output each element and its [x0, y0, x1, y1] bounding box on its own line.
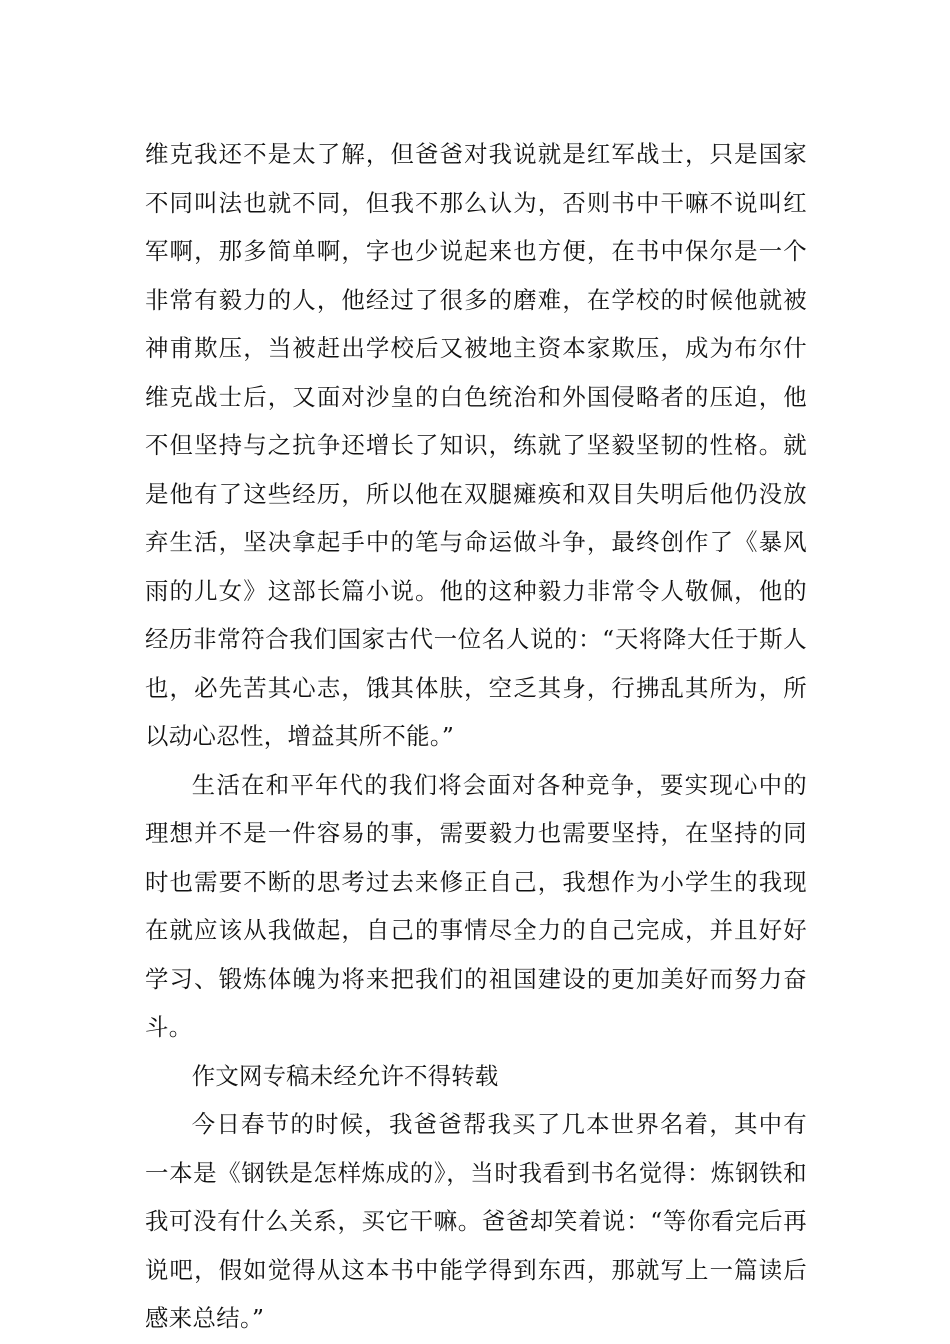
document-page [145, 130, 807, 1343]
paragraph-reflection: 生活在和平年代的我们将会面对各种竞争，要实现心中的理想并不是一件容易的事，需要毅力也需要坚持，在坚持的同时也需要不断的思考过去来修正自己，我想作为小学生的我现在就应该从我做起，自己的事情尽全力的自己完成，并且好好学习、锻炼体魄为将来把我们的祖国建设的更加美好而努力奋斗。 [145, 770, 807, 1041]
copyright-notice: 作文网专稿未经允许不得转载 [191, 1061, 499, 1090]
paragraph-continued: 维克我还不是太了解，但爸爸对我说就是红军战士，只是国家不同叫法也就不同，但我不那么认为，否则书中干嘛不说叫红军啊，那多简单啊，字也少说起来也方便，在书中保尔是一个非常有毅力的人，他经过了很多的磨难，在学校的时候他就被神甫欺压，当被赶出学校后又被地主资本家欺压，成为布尔什维克战士后，又面对沙皇的白色统治和外国侵略者的压迫，他不但坚持与之抗争还增长了知识，练就了坚毅坚韧的性格。就是他有了这些经历，所以他在双腿瘫痪和双目失明后他仍没放弃生活，坚决拿起手中的笔与命运做斗争，最终创作了《暴风雨的儿女》这部长篇小说。他的这种毅力非常令人敬佩，他的经历非常符合我们国家古代一位名人说的：“天将降大任于斯人也，必先苦其心志，饿其体肤，空乏其身，行拂乱其所为，所以动心忍性，增益其所不能。” [145, 140, 807, 750]
paragraph-new-essay: 今日春节的时候，我爸爸帮我买了几本世界名着，其中有一本是《钢铁是怎样炼成的》，当时我看到书名觉得：炼钢铁和我可没有什么关系，买它干嘛。爸爸却笑着说：“等你看完后再说吧，假如觉得从这本书中能学得到东西，那就写上一篇读后感来总结。” [145, 1110, 807, 1332]
